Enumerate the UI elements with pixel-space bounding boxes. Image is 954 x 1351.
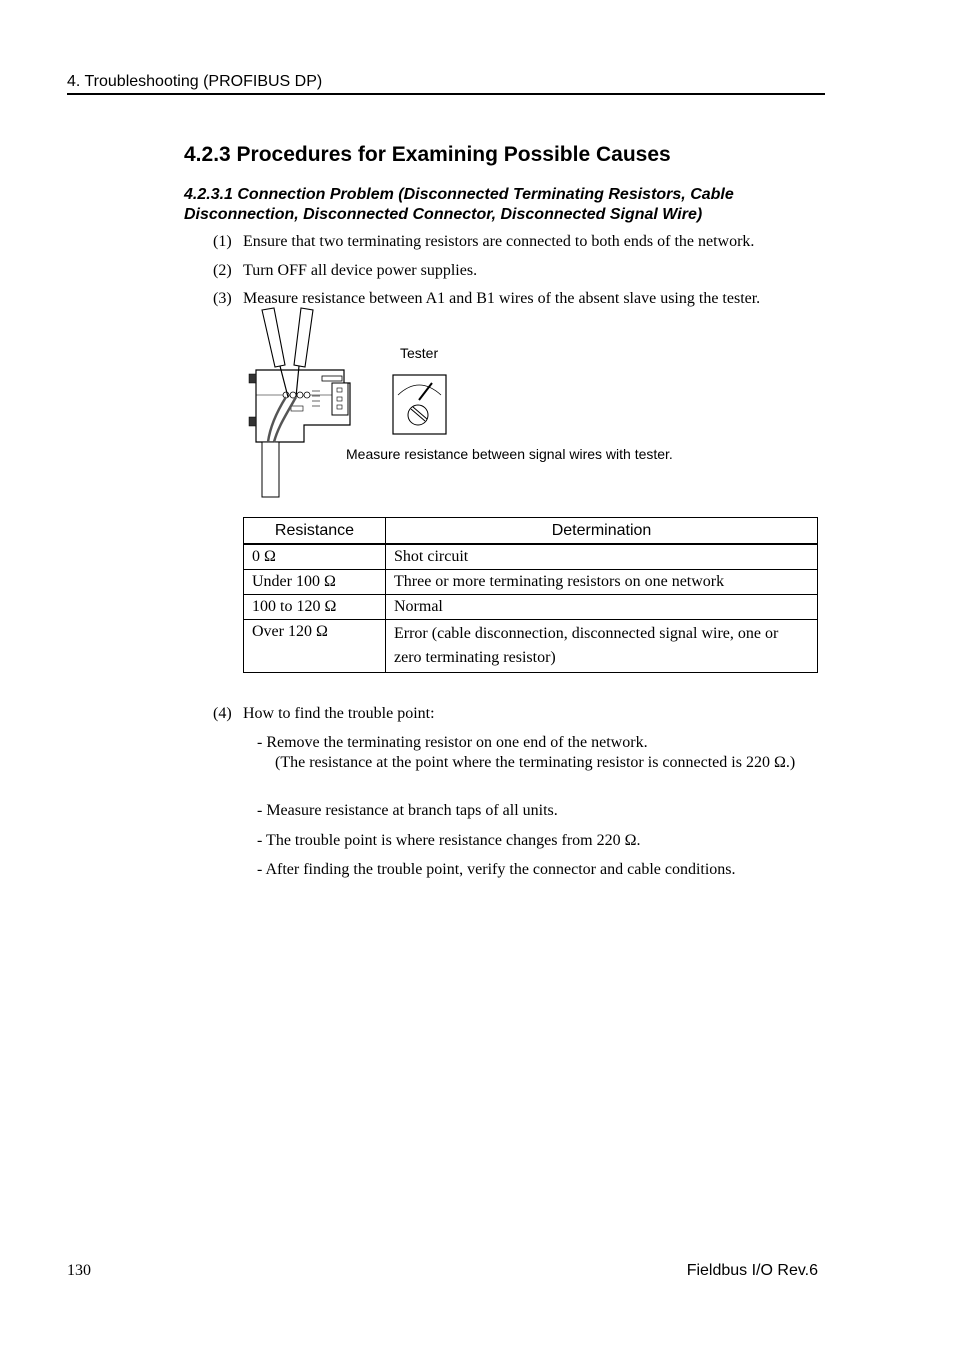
resistance-cell: 0 Ω xyxy=(244,544,386,570)
step-number: (3) xyxy=(213,290,232,307)
bullet-item xyxy=(257,733,817,773)
table-row xyxy=(244,544,818,570)
bullet-note: (The resistance at the point where the terminating resistor is connected is 220 Ω.) xyxy=(275,754,796,771)
bullet-item xyxy=(257,831,817,851)
section-title: 4.2.3 Procedures for Examining Possible Causes xyxy=(184,143,671,166)
column-header-determination: Determination xyxy=(386,518,818,545)
column-header-resistance: Resistance xyxy=(244,518,386,545)
table-row xyxy=(244,595,818,620)
step-text: Ensure that two terminating resistors are connected to both ends of the network. xyxy=(243,233,755,250)
table-header-row xyxy=(244,518,818,545)
resistance-cell: 100 to 120 Ω xyxy=(244,595,386,620)
step-text: Measure resistance between A1 and B1 wires of the absent slave using the tester. xyxy=(243,290,761,307)
tester-label: Tester xyxy=(400,345,439,361)
step-number: (2) xyxy=(213,262,232,279)
resistance-cell: Over 120 Ω xyxy=(244,620,386,673)
determination-cell: Normal xyxy=(386,595,818,620)
determination-cell: Error (cable disconnection, disconnected signal wire, one or zero terminating resistor) xyxy=(386,620,818,673)
table-row xyxy=(244,620,818,673)
connector-tester-illustration xyxy=(244,305,694,500)
bullet-item xyxy=(257,860,817,880)
document-name: Fieldbus I/O Rev.6 xyxy=(686,1262,818,1279)
page-number: 130 xyxy=(67,1262,91,1279)
bullet-text: - Measure resistance at branch taps of all units. xyxy=(257,802,558,819)
tester-figure xyxy=(244,305,694,500)
bullet-item xyxy=(257,801,817,821)
bullet-text: - The trouble point is where resistance changes from 220 Ω. xyxy=(257,832,641,849)
determination-cell: Shot circuit xyxy=(386,544,818,570)
subsection-title: 4.2.3.1 Connection Problem (Disconnected Terminating Resistors, Cable Disconnection, Disconnected Connector, Disconnected Signal Wire) xyxy=(184,186,734,223)
figure-caption: Measure resistance between signal wires with tester. xyxy=(346,446,673,462)
resistance-cell: Under 100 Ω xyxy=(244,570,386,595)
bullet-text: - After finding the trouble point, verify the connector and cable conditions. xyxy=(257,861,736,878)
step-number: (1) xyxy=(213,233,232,250)
bullet-text: - Remove the terminating resistor on one end of the network. xyxy=(257,734,648,751)
resistance-table xyxy=(243,517,818,673)
step-text: How to find the trouble point: xyxy=(243,705,435,722)
step-number: (4) xyxy=(213,705,232,722)
running-header: 4. Troubleshooting (PROFIBUS DP) xyxy=(67,72,825,95)
step-2 xyxy=(213,261,477,281)
step-4 xyxy=(213,704,435,724)
step-text: Turn OFF all device power supplies. xyxy=(243,262,478,279)
step-1 xyxy=(213,232,754,252)
determination-cell: Three or more terminating resistors on one network xyxy=(386,570,818,595)
table-row xyxy=(244,570,818,595)
